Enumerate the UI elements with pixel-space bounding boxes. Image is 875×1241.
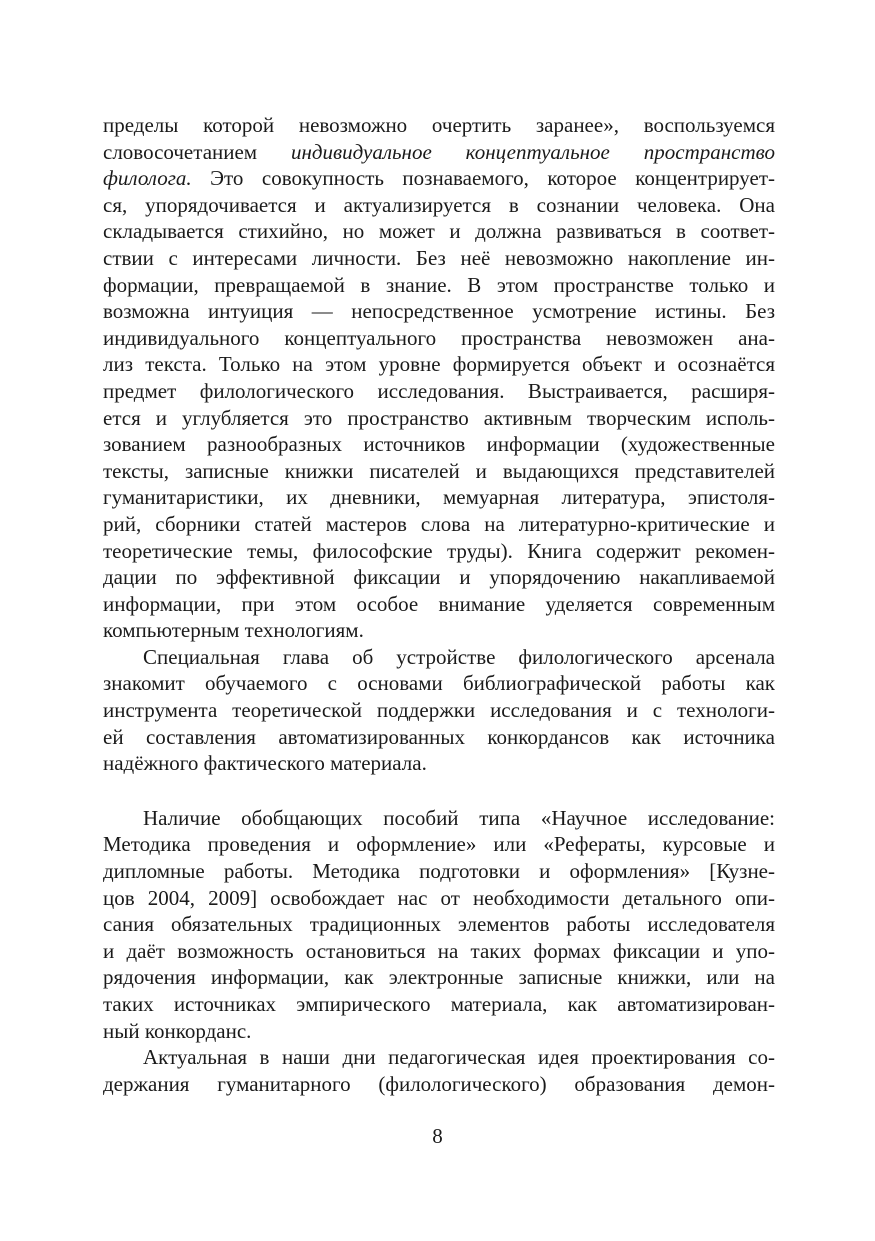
text-run: предмет филологического исследования. Выстраивается, расширя- — [103, 378, 775, 403]
text-line — [103, 458, 775, 485]
text-line — [103, 697, 775, 724]
text-run: знакомит обучаемого с основами библиографической работы как — [103, 671, 775, 696]
text-line — [103, 885, 775, 912]
text-run: компьютерным технологиям. — [103, 618, 364, 643]
text-run: пределы которой невозможно очертить заранее», воспользуемся — [103, 113, 775, 137]
text-line — [103, 431, 775, 458]
text-run: надёжного фактического материала. — [103, 751, 427, 776]
paragraph-p4 — [103, 1044, 775, 1097]
text-run: тексты, записные книжки писателей и выдающихся представителей — [103, 458, 775, 483]
text-run: складывается стихийно, но может и должна развиваться в соответ- — [103, 219, 775, 244]
text-line — [103, 192, 775, 219]
paragraph-p2 — [103, 644, 775, 777]
text-line — [103, 378, 775, 405]
text-line — [103, 272, 775, 299]
paragraph-gap — [103, 777, 775, 805]
text-run: зованием разнообразных источников информации (художественные — [103, 432, 775, 457]
page-number: 8 — [432, 1124, 443, 1148]
text-run: словосочетанием — [103, 139, 291, 164]
text-run: Методика проведения и оформление» или «Рефераты, курсовые и — [103, 832, 775, 857]
text-run: теоретические темы, философские труды). Книга содержит рекомен- — [103, 538, 775, 563]
text-run: дации по эффективной фиксации и упорядочению накапливаемой — [103, 565, 775, 590]
text-line — [103, 1044, 775, 1071]
text-line — [103, 670, 775, 697]
text-run: Наличие обобщающих пособий типа «Научное исследование: — [143, 805, 775, 830]
text-line — [103, 325, 775, 352]
text-line — [103, 405, 775, 432]
text-line — [103, 591, 775, 618]
text-run: инструмента теоретической поддержки исследования и с технологи- — [103, 698, 775, 723]
text-line — [103, 617, 775, 644]
page-body — [103, 112, 775, 1232]
text-line — [103, 538, 775, 565]
text-line — [103, 112, 775, 139]
text-run: ей составления автоматизированных конкордансов как источника — [103, 724, 775, 749]
italic-term: индивидуальное концептуальное пространство — [291, 139, 775, 164]
text-run: Это совокупность познаваемого, которое концентрирует- — [191, 166, 775, 191]
text-run: Актуальная в наши дни педагогическая идея проектирования со- — [143, 1045, 775, 1070]
text-run: рий, сборники статей мастеров слова на литературно-критические и — [103, 511, 775, 536]
text-run: и даёт возможность остановиться на таких формах фиксации и упо- — [103, 938, 775, 963]
paragraph-p3 — [103, 805, 775, 1044]
text-run: таких источниках эмпирического материала, как автоматизирован- — [103, 992, 775, 1016]
text-run: формации, превращаемой в знание. В этом пространстве только и — [103, 272, 775, 297]
text-line — [103, 298, 775, 325]
text-line — [103, 964, 775, 991]
text-run: лиз текста. Только на этом уровне формируется объект и осознаётся — [103, 352, 775, 377]
text-line — [103, 511, 775, 538]
text-line — [103, 644, 775, 671]
text-run: информации, при этом особое внимание уделяется современным — [103, 591, 775, 616]
text-line — [103, 750, 775, 777]
text-run: дипломные работы. Методика подготовки и оформления» [Кузне- — [103, 859, 775, 884]
text-line — [103, 724, 775, 751]
text-run: индивидуального концептуального пространства невозможен ана- — [103, 325, 775, 350]
text-line — [103, 139, 775, 166]
text-line — [103, 1071, 775, 1098]
text-line — [103, 165, 775, 192]
text-line — [103, 484, 775, 511]
text-line — [103, 245, 775, 272]
text-line — [103, 991, 775, 1018]
text-run: гуманитаристики, их дневники, мемуарная литература, эпистоля- — [103, 485, 775, 510]
text-run: ствии с интересами личности. Без неё невозможно накопление ин- — [103, 245, 775, 270]
text-run: цов 2004, 2009] освобождает нас от необходимости детального опи- — [103, 885, 775, 910]
text-line — [103, 1018, 775, 1045]
text-run: сания обязательных традиционных элементов работы исследователя — [103, 912, 775, 937]
italic-term: филолога. — [103, 166, 192, 191]
text-run: ется и углубляется это пространство активным творческим исполь- — [103, 405, 775, 430]
text-line — [103, 805, 775, 832]
text-line — [103, 858, 775, 885]
text-line — [103, 351, 775, 378]
text-run: рядочения информации, как электронные записные книжки, или на — [103, 965, 775, 990]
text-run: возможна интуиция — непосредственное усмотрение истины. Без — [103, 299, 775, 324]
text-line — [103, 938, 775, 965]
text-run: ный конкорданс. — [103, 1018, 252, 1043]
text-run: держания гуманитарного (филологического) образования демон- — [103, 1071, 775, 1096]
text-line — [103, 564, 775, 591]
text-line — [103, 218, 775, 245]
text-line — [103, 831, 775, 858]
text-run: Специальная глава об устройстве филологического арсенала — [143, 644, 775, 669]
text-line — [103, 911, 775, 938]
paragraph-p1 — [103, 112, 775, 644]
text-run: ся, упорядочивается и актуализируется в сознании человека. Она — [103, 192, 775, 217]
